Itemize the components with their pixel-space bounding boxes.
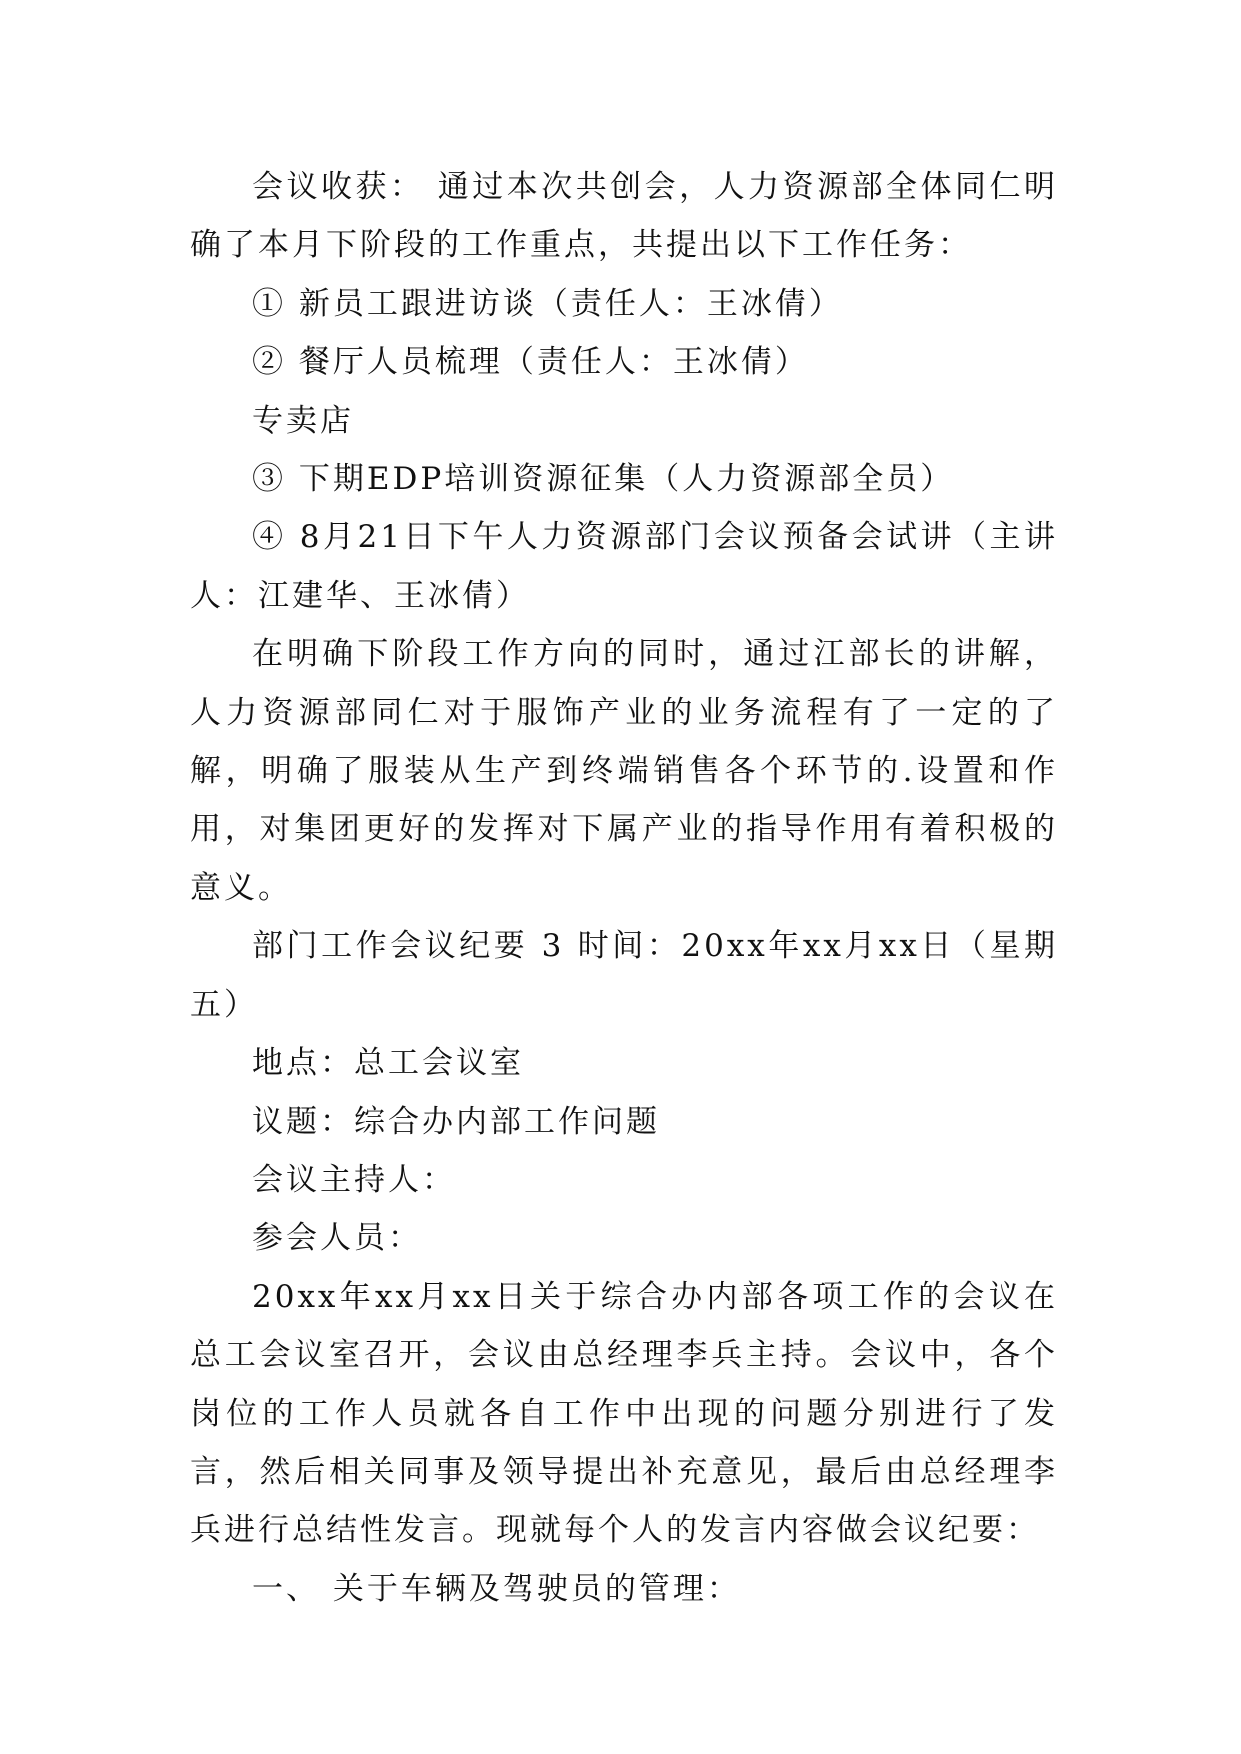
paragraph-attendees: 参会人员： bbox=[252, 1220, 422, 1257]
paragraph-section-vehicles: 一、 关于车辆及驾驶员的管理： bbox=[252, 1570, 741, 1607]
paragraph-task-4: ④ 8月21日下午人力资源部门会议预备会试讲（主讲人：江建华、王冰倩） bbox=[190, 519, 1058, 614]
paragraph-host: 会议主持人： bbox=[252, 1161, 456, 1198]
paragraph-meeting-description: 20xx年xx月xx日关于综合办内部各项工作的会议在总工会议室召开，会议由总经理李兵主持。会议中，各个岗位的工作人员就各自工作中出现的问题分别进行了发言，然后相关同事及领导提出补充意见，最后由总经理李兵进行总结性发言。现就每个人的发言内容做会议纪要： bbox=[190, 1278, 1058, 1549]
document-body bbox=[190, 158, 1058, 1618]
paragraph-minutes-3-time: 部门工作会议纪要 3 时间：20xx年xx月xx日（星期五） bbox=[190, 928, 1058, 1023]
paragraph-task-3: ③ 下期EDP培训资源征集（人力资源部全员） bbox=[252, 461, 955, 498]
paragraph-location: 地点：总工会议室 bbox=[252, 1045, 524, 1082]
paragraph-task-1: ① 新员工跟进访谈（责任人：王冰倩） bbox=[252, 285, 843, 322]
paragraph-summary: 在明确下阶段工作方向的同时，通过江部长的讲解，人力资源部同仁对于服饰产业的业务流程有了一定的了解，明确了服装从生产到终端销售各个环节的.设置和作用，对集团更好的发挥对下属产业的指导作用有着积极的意义。 bbox=[190, 636, 1058, 906]
paragraph-task-2: ② 餐厅人员梳理（责任人：王冰倩） bbox=[252, 344, 809, 381]
paragraph-store: 专卖店 bbox=[252, 402, 354, 439]
paragraph-meeting-gains: 会议收获： 通过本次共创会，人力资源部全体同仁明确了本月下阶段的工作重点，共提出以下工作任务： bbox=[190, 169, 1058, 264]
paragraph-topic: 议题：综合办内部工作问题 bbox=[252, 1103, 660, 1140]
